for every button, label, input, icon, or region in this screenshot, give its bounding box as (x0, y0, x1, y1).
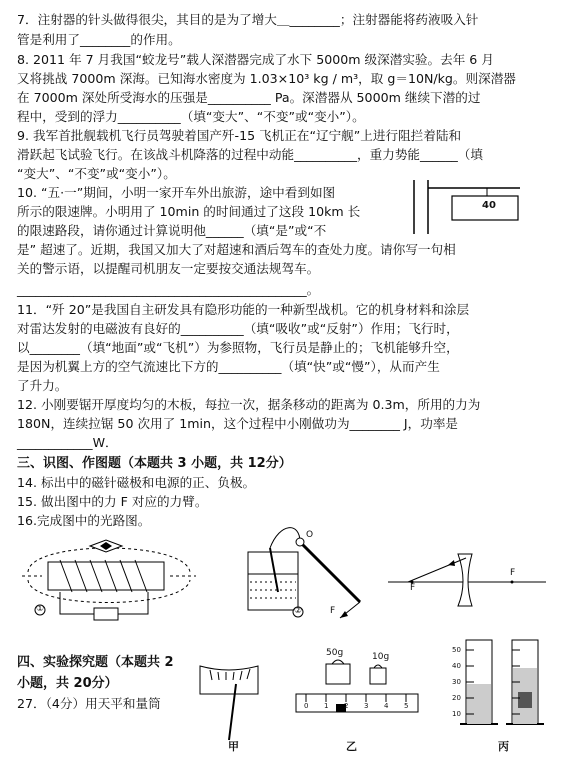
q15-text: 15. 做出图中的力 F 对应的力臂。 (17, 494, 208, 509)
q11-line-3: 以________（填“地面”或“飞机”）为参照物，飞行员是静止的；飞机能够升空， (17, 340, 459, 355)
section4-title-line-1: 四、实验探究题（本题共 2 (17, 655, 174, 670)
q12-line-2: 180N，连续拉锯 50 次用了 1min，这个过程中小刚做功为________ J，功率是 (17, 416, 459, 431)
cylinder-tick-40: 40 (452, 662, 461, 670)
q16-text: 16.完成图中的光路图。 (17, 513, 151, 528)
figure-label-bing: 丙 (498, 740, 509, 753)
q10-line-5: 关的警示语，以提醒司机朋友一定要按交通法规驾车。 (17, 261, 320, 276)
q10-line-4: 是” 超速了。近期，我国又加大了对超速和酒后驾车的查处力度。请你写一句相 (17, 242, 456, 257)
q7-line-1: 7．注射器的针头做得很尖，其目的是为了增大＿________；注射器能将药液吸入针 (17, 12, 479, 27)
q11-line-1: 11．“歼 20”是我国自主研发具有隐形功能的一种新型战机。它的机身材料和涂层 (17, 302, 470, 317)
ruler-tick-0: 0 (304, 702, 309, 710)
ruler-tick-5: 5 (404, 702, 409, 710)
q9-line-1: 9. 我军首批舰载机飞行员驾驶着国产歼-15 飞机正在“辽宁舰”上进行阻拦着陆和 (17, 128, 462, 143)
q12-line-3: ____________W． (17, 435, 118, 450)
q8-line-2: 又将挑战 7000m 深海。已知海水密度为 1.03×10³ kg / m³，取 g＝10N/kg。则深潜器 (17, 71, 516, 86)
figure-label-yi: 乙 (346, 740, 357, 753)
q8-line-1: 8. 2011 年 7 月我国“蛟龙号”载人深潜器完成了水下 5000m 级深潜实验。去年 6 月 (17, 52, 494, 67)
pivot-o-label: O (306, 530, 314, 540)
focus-right-label: F (510, 568, 516, 578)
q10-line-1: 10. “五·一”期间，小明一家开车外出旅游，途中看到如图 (17, 185, 336, 200)
q11-line-5: 了升力。 (17, 378, 68, 393)
q9-line-2: 滑跃起飞试验飞行。在该战斗机降落的过程中动能__________，重力势能______（填 (17, 147, 483, 162)
concave-lens-figure (388, 548, 548, 608)
force-f-label: F (330, 606, 336, 616)
q8-line-4: 程中，受到的浮力__________（填“变大”、“不变”或“变小”）。 (17, 109, 365, 124)
cylinder-tick-10: 10 (452, 710, 461, 718)
q10-answer-line: ______________________________________________。 (17, 282, 320, 297)
q9-line-3: “变大”、“不变”或“变小”）。 (17, 166, 176, 181)
section3-title: 三、识图、作图题（本题共 3 小题，共 12分） (17, 456, 292, 471)
circle-1-label: ① (36, 604, 45, 614)
ruler-tick-1: 1 (324, 702, 329, 710)
q11-line-2: 对雷达发射的电磁波有良好的__________（填“吸收”或“反射”）作用；飞行时， (17, 321, 459, 336)
focus-left-label: F (410, 583, 416, 593)
q10-line-2: 所示的限速牌。小明用了 10min 的时间通过了这段 10km 长 (17, 204, 361, 219)
q11-line-4: 是因为机翼上方的空气流速比下方的__________（填“快”或“慢”），从而产生 (17, 359, 440, 374)
speed-limit-sign-figure (412, 178, 522, 238)
graduated-cylinders-figure (450, 634, 550, 730)
section4-title-line-2: 小题，共 20分） (17, 676, 118, 691)
weights-ruler-figure (292, 650, 422, 730)
q14-text: 14. 标出中的磁针磁极和电源的正、负极。 (17, 475, 256, 490)
ruler-tick-2: 2 (344, 702, 349, 710)
q27-text: 27．（4分）用天平和量筒 (17, 696, 161, 711)
q10-line-3: 的限速路段，请你通过计算说明他______（填“是”或“不 (17, 223, 327, 238)
weight-10g-label: 10g (372, 652, 390, 662)
cylinder-tick-20: 20 (452, 694, 461, 702)
figure-label-jia: 甲 (228, 740, 239, 753)
cylinder-tick-30: 30 (452, 678, 461, 686)
q7-line-2: 管是利用了________的作用。 (17, 32, 181, 47)
balance-dial-figure (196, 660, 266, 740)
q12-line-1: 12. 小刚要锯开厚度均匀的木板，每拉一次，据条移动的距离为 0.3m，所用的力为 (17, 397, 481, 412)
electromagnet-figure (20, 530, 200, 630)
speed-limit-value: 40 (482, 200, 496, 211)
ruler-tick-3: 3 (364, 702, 369, 710)
ruler-tick-4: 4 (384, 702, 389, 710)
cylinder-tick-50: 50 (452, 646, 461, 654)
weight-50g-label: 50g (326, 648, 344, 658)
q8-line-3: 在 7000m 深处所受海水的压强是__________ Pa。深潜器从 5000m 继续下潜的过 (17, 90, 481, 105)
circle-2-label: ② (294, 606, 303, 616)
